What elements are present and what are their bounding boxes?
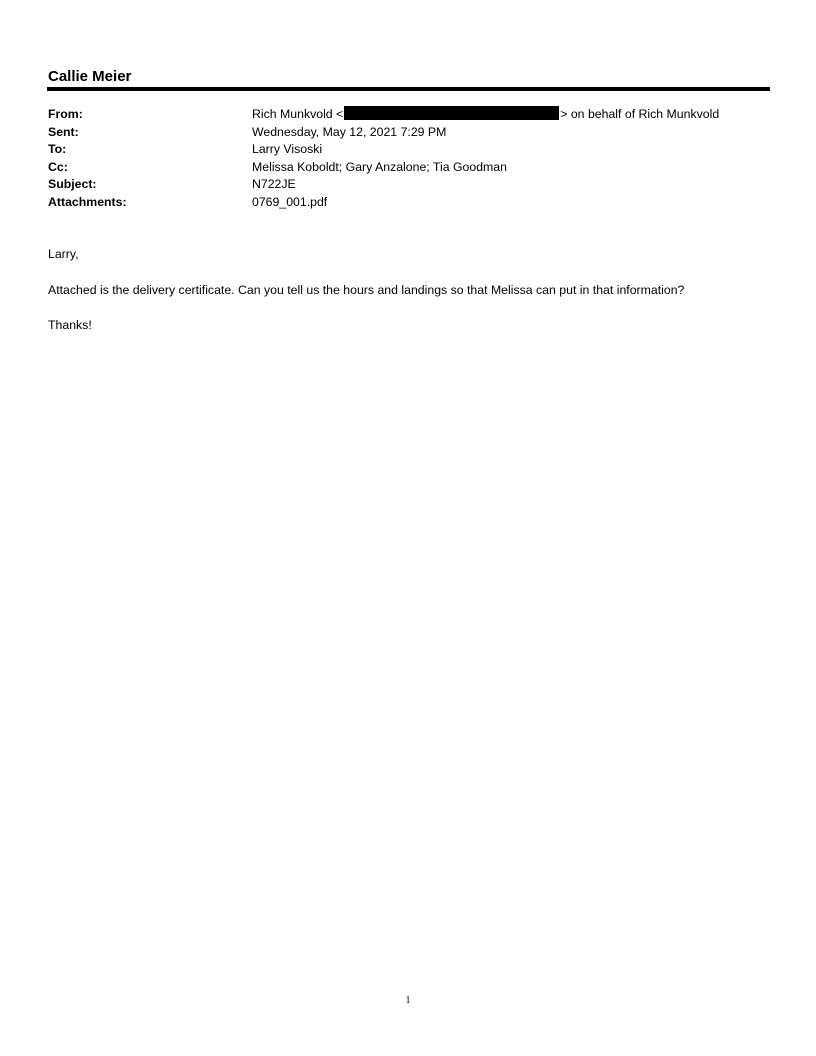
attachments-row xyxy=(48,194,770,212)
to-label: To: xyxy=(48,142,67,157)
from-name: Rich Munkvold < xyxy=(252,107,344,121)
email-body-paragraph: Attached is the delivery certificate. Can you tell us the hours and landings so that Melissa can put in that information? xyxy=(48,283,685,297)
to-row xyxy=(48,141,770,159)
to-value: Larry Visoski xyxy=(252,142,323,157)
from-value xyxy=(252,106,719,124)
email-metadata xyxy=(48,106,770,212)
mailbox-owner-name: Callie Meier xyxy=(48,68,132,85)
sent-value: Wednesday, May 12, 2021 7:29 PM xyxy=(252,124,447,139)
attachments-value: 0769_001.pdf xyxy=(252,194,328,209)
redacted-email-box xyxy=(344,106,559,120)
attachments-label: Attachments: xyxy=(48,194,127,209)
subject-value: N722JE xyxy=(252,177,296,192)
subject-label: Subject: xyxy=(48,177,97,192)
header-rule xyxy=(47,87,770,91)
subject-row xyxy=(48,176,770,194)
from-row xyxy=(48,106,770,124)
cc-value: Melissa Koboldt; Gary Anzalone; Tia Goodman xyxy=(252,159,507,174)
email-closing: Thanks! xyxy=(48,318,92,332)
cc-label: Cc: xyxy=(48,159,68,174)
from-suffix: > on behalf of Rich Munkvold xyxy=(560,107,720,121)
email-greeting: Larry, xyxy=(48,247,79,261)
sent-row xyxy=(48,124,770,142)
page-number: 1 xyxy=(405,995,411,1006)
cc-row xyxy=(48,159,770,177)
sent-label: Sent: xyxy=(48,124,79,139)
from-label: From: xyxy=(48,107,83,121)
